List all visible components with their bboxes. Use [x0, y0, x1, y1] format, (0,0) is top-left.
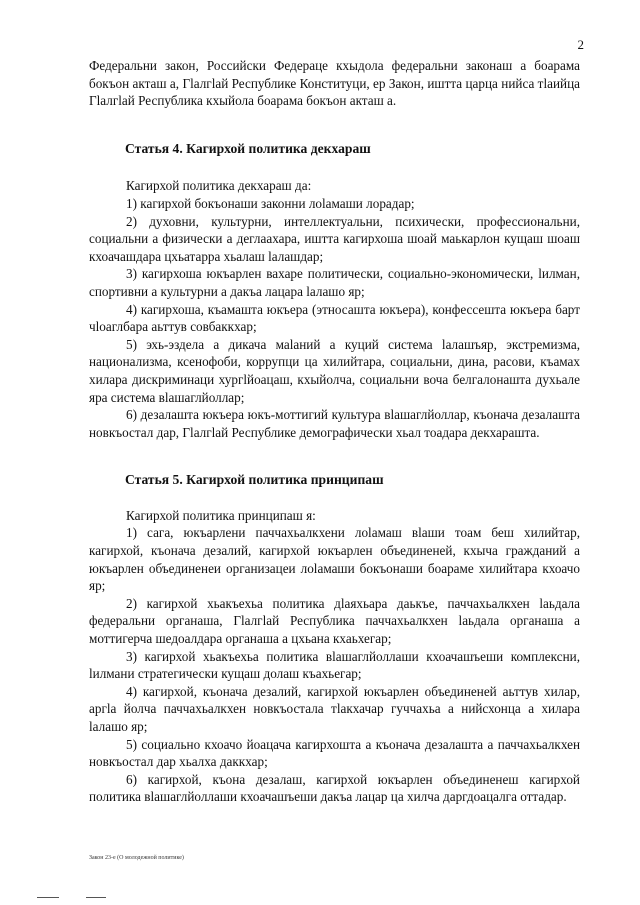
article-5-item-6: 6) кагирхой, къона дезалаш, кагирхой юкъарлен объединенеш кагирхой политика вlашаглйоллаши кхоачашъеши дакъа лацар ца хилча даргдоацалга оттадар.: [89, 771, 580, 805]
article-4-lead: Кагирхой политика декхараш да:: [126, 178, 312, 194]
article-5-item-4: 4) кагирхой, къонача дезалий, кагирхой юкъарлен объединеней аьттув хилар, аргlа йолча паччахьалкхен новкъостала тlакхачар гуччахьа а нийсхонца а хилара lалашо яр;: [89, 683, 580, 734]
article-4-heading: Статья 4. Кагирхой политика декхараш: [125, 140, 371, 156]
intro-paragraph: Федеральни закон, Российски Федераце кхыдола федеральни законаш а боарама бокъон акташ а, Гlалгlай Республике Конституци, ер Закон, иштта царца нийса тlаийца Гlалгlай Республика кхыйола боарама бокъон акташ а.: [89, 58, 580, 109]
scan-edge-mark: [86, 897, 106, 898]
article-5-item-1: 1) сага, юкъарлени паччахьалкхени лоlамаш вlаши тоам беш хилийтар, кагирхой, къонача дезалий, кагирхой юкъарлен объединеней, кхыча гражданий а юкъарлен объединенеи организацеи лоlамаши бокъонаши боараме хилийтара кхоачо яр;: [89, 525, 580, 594]
document-body: [89, 57, 580, 806]
article-5-lead: Кагирхой политика принципаш я:: [126, 507, 316, 523]
article-4-item-2: 2) духовни, культурни, интеллектуальни, психически, профессиональни, социальни а физически а деглаахара, иштта кагирхоша шоай маькарлон кущаш шоаш кхоачашдара цхьатарра хьалаш lалашдар;: [89, 213, 580, 264]
article-5-item-3: 3) кагирхой хьакъехьа политика вlашаглйоллаши кхоачашъеши комплексни, lилмани стратегически кущаш долаш къахьегар;: [89, 648, 580, 682]
scan-edge-mark: [37, 897, 59, 898]
article-4-item-4: 4) кагирхоша, къамашта юкъера (этносашта юкъера), конфессешта юкъера барт чlоаглбара аьттув совбаккхар;: [89, 301, 580, 335]
article-4-item-3: 3) кагирхоша юкъарлен вахаре политически, социально-экономически, lилман, спортивни а культурни а дакъа лацара lалашо яр;: [89, 266, 580, 299]
article-4-item-5: 5) эхь-эздела а дикача маlаний а куций система lалашъяр, экстремизма, национализма, ксенофоби, коррупци ца хилийтара, социальни, дина, расови, къамах хилара дискриминаци хургlйоацаш, кхыйолча, социальни воча белгалонашта духьале яра система вlашаглйоллар;: [89, 336, 580, 405]
article-5-item-2: 2) кагирхой хьакъехьа политика дlаяхьара даькъе, паччахьалкхен lаьдала федеральни органаша, Гlалгlай Республика паччахьалкхен lаьдала органаша а моттигерча шедоалдара органаша а цхьана кхаьхегар;: [89, 595, 580, 647]
article-5-heading: Статья 5. Кагирхой политика принципаш: [125, 472, 384, 488]
page-number: 2: [577, 37, 584, 52]
article-4-item-1: 1) кагирхой бокъонаши законни лоlамаши лорадар;: [126, 195, 415, 211]
footer-note: Закон 23-е (О молодежной политике): [89, 855, 184, 861]
article-5-item-5: 5) социально кхоачо йоацача кагирхошта а къонача дезалашта а паччахьалкхен новкъостал дар хьалха даккхар;: [89, 736, 580, 770]
article-4-item-6: 6) дезалашта юкъера юкъ-моттигий культура вlашаглйоллар, къонача дезалашта новкъостал дар, Гlалгlай Республике демографически хьал тоадара декхарашта.: [89, 407, 580, 440]
